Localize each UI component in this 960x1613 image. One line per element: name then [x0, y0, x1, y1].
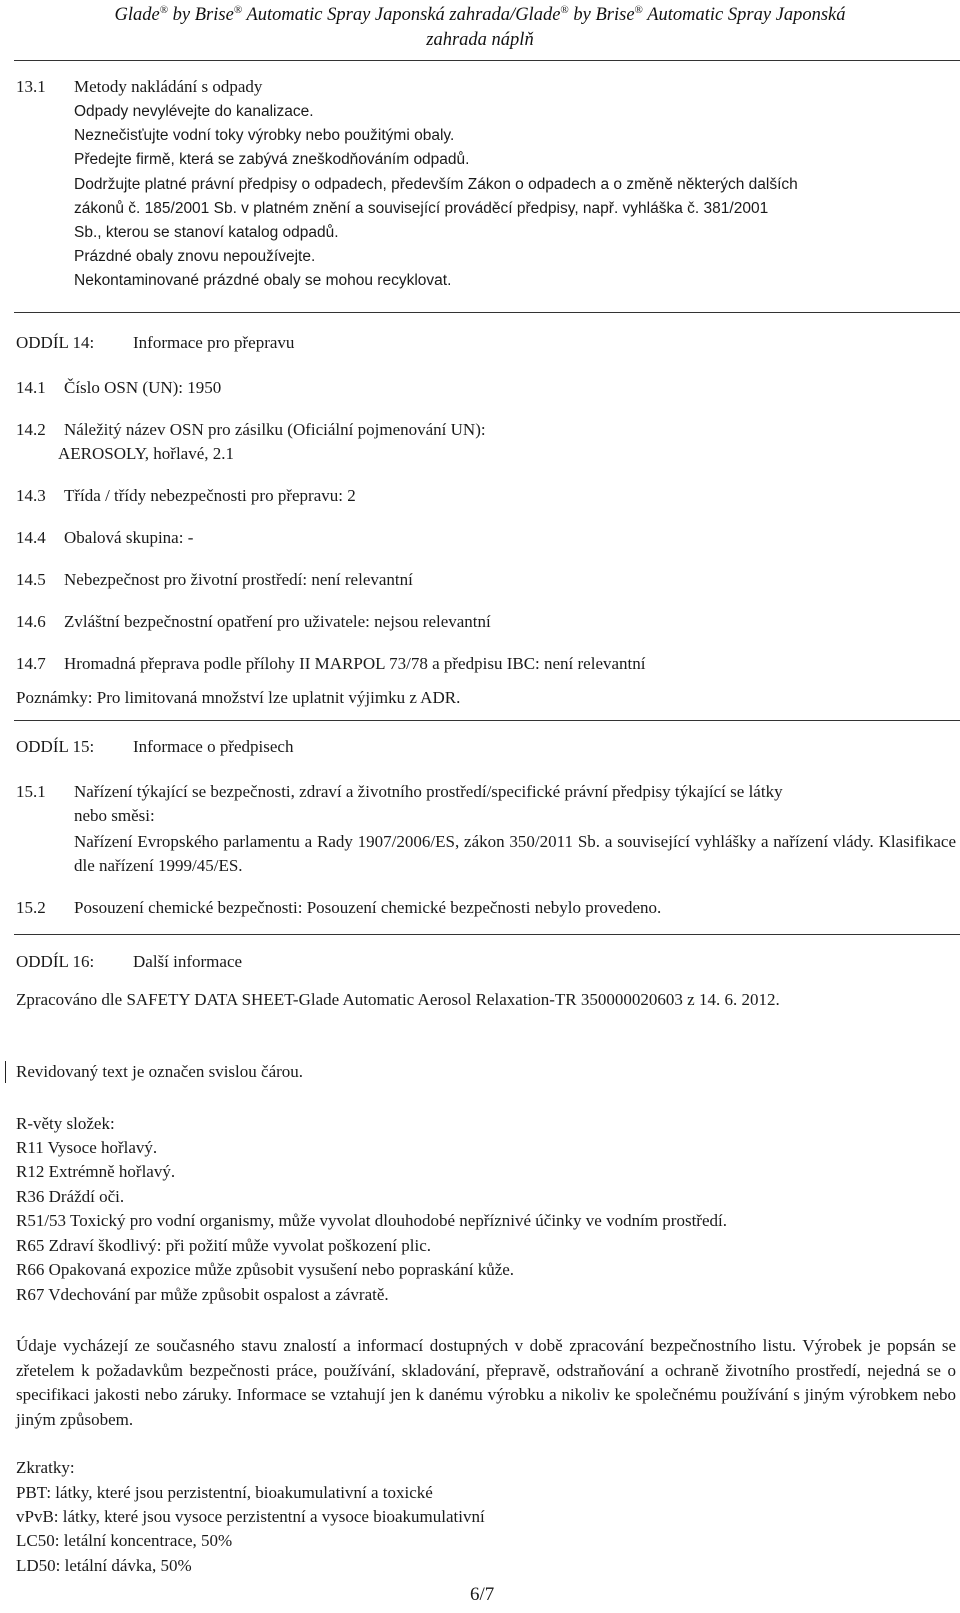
s13-title: Metody nakládání s odpady [74, 77, 263, 96]
s13-line: zákonů č. 185/2001 Sb. v platném znění a související prováděcí předpisy, např. vyhláška č. 381/2001 [74, 200, 769, 217]
header-divider [14, 60, 960, 61]
s16-disclaimer: Údaje vycházejí ze současného stavu znalostí a informací dostupných v době zpracování bezpečnostního listu. Výrobek je popsán se zřetelem k požadavkům bezpečnosti práce, používání, skladování, přepravě, odstraňování a ochraně životního prostředí, nejedná se o specifikaci jakosti nebo záruky. Informace se vztahují jen k danému výrobku a nikoliv ke společnému používání s jiným výrobkem nebo jiným způsobem. [16, 1336, 956, 1429]
r-phrase: R12 Extrémně hořlavý. [16, 1162, 176, 1181]
s14-item-num: 14.2 [16, 420, 46, 439]
section-divider [14, 312, 960, 313]
s14-item-text: Zvláštní bezpečnostní opatření pro uživatele: nejsou relevantní [64, 612, 491, 631]
s16-revised: Revidovaný text je označen svislou čárou. [16, 1062, 304, 1081]
r-phrase: R65 Zdraví škodlivý: při požití může vyvolat poškození plic. [16, 1236, 432, 1255]
s16-heading-title: Další informace [133, 952, 243, 971]
s15-heading-label: ODDÍL 15: [16, 737, 95, 756]
page-number: 6/7 [470, 1584, 495, 1605]
s15-item-num: 15.1 [16, 782, 46, 801]
s14-item-text: Třída / třídy nebezpečnosti pro přepravu: 2 [64, 486, 356, 505]
r-phrase: R66 Opakovaná expozice může způsobit vysušení nebo popraskání kůže. [16, 1260, 515, 1279]
s15-item-text: Nařízení týkající se bezpečnosti, zdraví a životního prostředí/specifické právní předpisy týkající se látky [74, 782, 783, 801]
s15-item-num: 15.2 [16, 898, 46, 917]
s13-line: Neznečisťujte vodní toky výrobky nebo použitými obaly. [74, 127, 455, 144]
s13-line: Prázdné obaly znovu nepoužívejte. [74, 248, 316, 265]
s16-rlabel: R-věty složek: [16, 1114, 115, 1133]
s14-heading-label: ODDÍL 14: [16, 333, 95, 352]
s14-heading-title: Informace pro přepravu [133, 333, 295, 352]
s14-item-num: 14.1 [16, 378, 46, 397]
s14-note: Poznámky: Pro limitovaná množství lze uplatnit výjimku z ADR. [16, 688, 461, 707]
s13-line: Předejte firmě, která se zabývá zneškodňováním odpadů. [74, 151, 470, 168]
r-phrase: R36 Dráždí oči. [16, 1187, 125, 1206]
revision-bar [5, 1061, 6, 1083]
abbr-item: PBT: látky, které jsou perzistentní, bioakumulativní a toxické [16, 1483, 433, 1502]
s16-heading-label: ODDÍL 16: [16, 952, 95, 971]
s14-item-text: Hromadná přeprava podle přílohy II MARPOL 73/78 a předpisu IBC: není relevantní [64, 654, 646, 673]
s15-item-text: Posouzení chemické bezpečnosti: Posouzení chemické bezpečnosti nebylo provedeno. [74, 898, 662, 917]
header-line2: zahrada náplň [426, 30, 534, 50]
section-divider [14, 934, 960, 935]
s14-item-text: Náležitý název OSN pro zásilku (Oficiální pojmenování UN): [64, 420, 486, 439]
r-phrase: R51/53 Toxický pro vodní organismy, může vyvolat dlouhodobé nepříznivé účinky ve vodním prostředí. [16, 1211, 727, 1230]
s14-item-text: Obalová skupina: - [64, 528, 194, 547]
s16-abbr-label: Zkratky: [16, 1458, 75, 1477]
r-phrase: R67 Vdechování par může způsobit ospalost a závratě. [16, 1285, 389, 1304]
s14-item-text: Číslo OSN (UN): 1950 [64, 378, 222, 397]
abbr-item: LD50: letální dávka, 50% [16, 1556, 192, 1575]
header-line1: Glade® by Brise® Automatic Spray Japonská zahrada/Glade® by Brise® Automatic Spray Japonská [114, 4, 846, 26]
s14-item-num: 14.5 [16, 570, 46, 589]
abbr-item: vPvB: látky, které jsou vysoce perzistentní a vysoce bioakumulativní [16, 1507, 485, 1526]
s13-line: Sb., kterou se stanoví katalog odpadů. [74, 224, 339, 241]
s13-line: Odpady nevylévejte do kanalizace. [74, 103, 314, 120]
s15-item-text: nebo směsi: [74, 806, 155, 825]
s14-item-num: 14.6 [16, 612, 46, 631]
s14-item-num: 14.4 [16, 528, 46, 547]
s16-processed: Zpracováno dle SAFETY DATA SHEET-Glade Automatic Aerosol Relaxation-TR 350000020603 z 14. 6. 2012. [16, 990, 780, 1009]
s14-item-value: AEROSOLY, hořlavé, 2.1 [58, 444, 235, 463]
s14-item-num: 14.7 [16, 654, 46, 673]
s14-item-num: 14.3 [16, 486, 46, 505]
document-header [0, 4, 960, 26]
s15-heading-title: Informace o předpisech [133, 737, 294, 756]
s13-line: Dodržujte platné právní předpisy o odpadech, především Zákon o odpadech a o změně některých dalších [74, 176, 798, 193]
s13-num: 13.1 [16, 77, 46, 96]
s15-item-paragraph: Nařízení Evropského parlamentu a Rady 1907/2006/ES, zákon 350/2011 Sb. a související vyhlášky a nařízení vlády. Klasifikace dle nařízení 1999/45/ES. [74, 832, 956, 875]
section-divider [14, 720, 960, 721]
s14-item-text: Nebezpečnost pro životní prostředí: není relevantní [64, 570, 413, 589]
abbr-item: LC50: letální koncentrace, 50% [16, 1531, 233, 1550]
r-phrase: R11 Vysoce hořlavý. [16, 1138, 158, 1157]
s13-line: Nekontaminované prázdné obaly se mohou recyklovat. [74, 272, 452, 289]
